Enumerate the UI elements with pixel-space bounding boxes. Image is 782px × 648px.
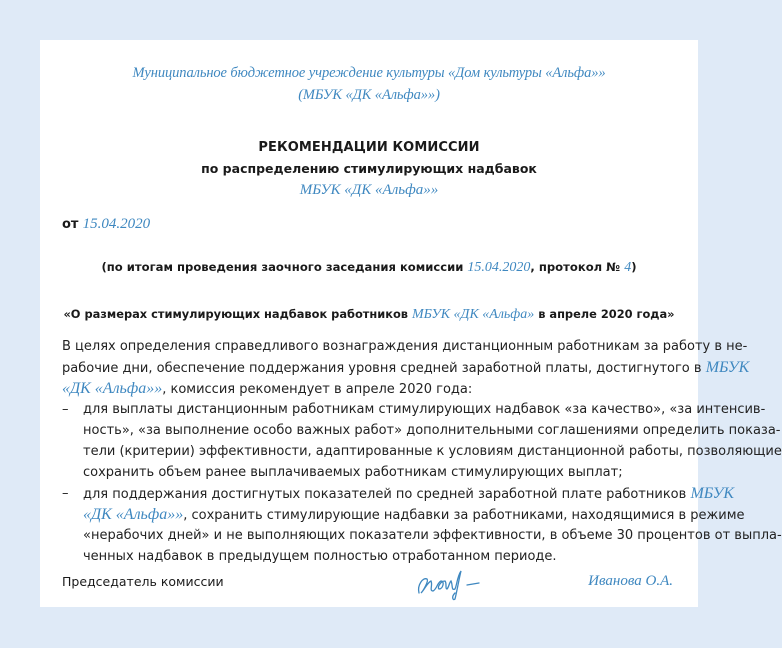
list-item <box>62 399 782 483</box>
date-label: от <box>62 217 79 232</box>
subject-suffix: в апреле 2020 года» <box>538 307 675 321</box>
meeting-reference-line <box>40 256 698 279</box>
subject-organization: МБУК «ДК «Альфа» <box>411 307 535 322</box>
dash-bullet-icon: – <box>62 486 69 501</box>
document-title: РЕКОМЕНДАЦИИ КОМИССИИ <box>258 140 480 155</box>
document-body <box>62 336 782 567</box>
meeting-prefix: (по итогам проведения заочного заседания комиссии <box>101 260 464 274</box>
intro-organization: МБУК <box>705 359 750 376</box>
bullet-2-line-4: ченных надбавок в предыдущем полностью отработанном периоде. <box>83 549 557 564</box>
meeting-date: 15.04.2020 <box>467 260 531 275</box>
meeting-suffix: ) <box>631 260 637 274</box>
intro-line-3 <box>62 378 680 399</box>
bullet-1-line-3: тели (критерии) эффективности, адаптированные к условиям дистанционной работы, позволяющие <box>83 444 782 459</box>
bullet-2-line-2-text: , сохранить стимулирующие надбавки за работниками, находящимися в режиме <box>183 508 745 523</box>
bullet-2-line-1-text: для поддержания достигнутых показателей по средней заработной плате работников <box>83 487 687 502</box>
intro-line-2-text: рабочие дни, обеспечение поддержания уровня средней заработной платы, достигнутого в <box>62 361 702 376</box>
signature-row <box>40 567 698 597</box>
document-date: 15.04.2020 <box>82 216 151 232</box>
bullet-2-line-2 <box>83 504 745 525</box>
dash-bullet-icon: – <box>62 402 69 417</box>
meeting-protocol-label: , протокол № <box>530 260 621 274</box>
bullet-2-line-1 <box>83 483 734 504</box>
bullet-1-line-1: для выплаты дистанционным работникам стимулирующих надбавок «за качество», «за интенсив- <box>83 402 766 417</box>
document-page <box>40 40 782 607</box>
intro-paragraph <box>62 336 750 399</box>
organization-full-name: Муниципальное бюджетное учреждение культуры «Дом культуры «Альфа»» <box>132 65 606 81</box>
bullet-2-line-3: «нерабочих дней» и не выполняющих показатели эффективности, в объеме 30 процентов от выпла- <box>83 528 782 543</box>
document-subtitle: по распределению стимулирующих надбавок <box>201 161 537 176</box>
list-item <box>62 483 782 567</box>
document-date-line <box>62 213 150 236</box>
bullet-2-organization: МБУК <box>690 485 734 502</box>
intro-line-3-text: , комиссия рекомендует в апреле 2020 года: <box>162 382 473 397</box>
intro-organization-continued: «ДК «Альфа»» <box>62 380 163 397</box>
protocol-number: 4 <box>624 260 632 275</box>
signatory-name: Иванова О.А. <box>588 573 673 589</box>
subject-line <box>40 303 698 326</box>
bullet-2-organization-continued: «ДК «Альфа»» <box>83 506 184 523</box>
bullet-1-line-4: сохранить объем ранее выплачиваемых работникам стимулирующих выплат; <box>83 465 623 480</box>
handwritten-signature-icon <box>413 563 493 603</box>
signatory-role: Председатель комиссии <box>62 574 224 589</box>
bullet-1-line-2: ность», «за выполнение особо важных работ» дополнительными соглашениями определить показа- <box>83 423 781 438</box>
organization-header <box>40 62 698 106</box>
intro-line-1: В целях определения справедливого вознаграждения дистанционным работникам за работу в не- <box>62 339 748 354</box>
document-title-organization: МБУК «ДК «Альфа»» <box>299 182 439 198</box>
subject-prefix: «О размерах стимулирующих надбавок работников <box>63 307 409 321</box>
document-title-block <box>40 137 698 201</box>
organization-short-name: (МБУК «ДК «Альфа»») <box>298 87 440 103</box>
intro-line-2 <box>62 357 750 378</box>
